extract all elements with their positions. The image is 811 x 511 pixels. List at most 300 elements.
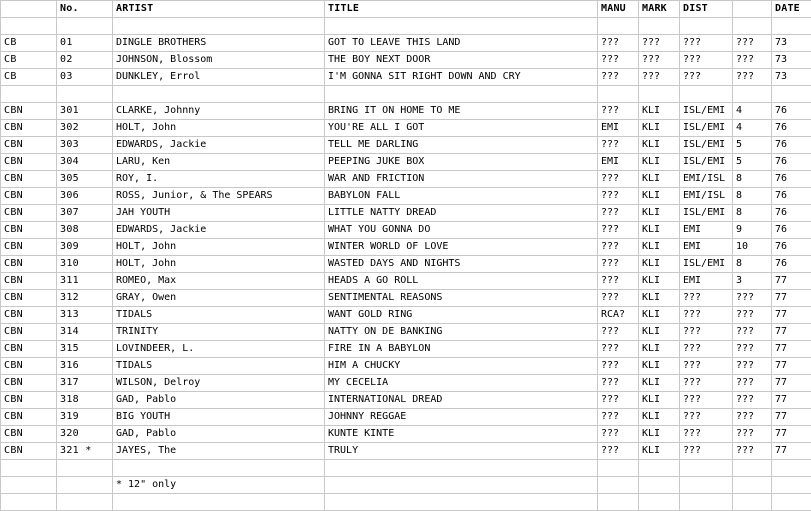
cell-title[interactable]: JOHNNY REGGAE <box>325 409 598 426</box>
cell-qty[interactable]: 9 <box>733 222 772 239</box>
cell-dist[interactable]: ISL/EMI <box>680 256 733 273</box>
cell-dist[interactable]: ISL/EMI <box>680 120 733 137</box>
cell-date[interactable]: 73 <box>772 52 811 69</box>
header-qty[interactable] <box>733 1 772 18</box>
header-artist[interactable]: ARTIST <box>113 1 325 18</box>
cell-label[interactable]: CBN <box>1 154 57 171</box>
cell-qty[interactable]: 8 <box>733 256 772 273</box>
cell-qty[interactable]: ??? <box>733 341 772 358</box>
cell-manu[interactable]: ??? <box>598 375 639 392</box>
cell-date[interactable]: 77 <box>772 409 811 426</box>
cell-manu[interactable]: ??? <box>598 222 639 239</box>
table-row <box>1 103 811 120</box>
cell-artist[interactable]: EDWARDS, Jackie <box>113 137 325 154</box>
cell-no[interactable]: 304 <box>57 154 113 171</box>
cell-title[interactable]: LITTLE NATTY DREAD <box>325 205 598 222</box>
cell-mark[interactable]: KLI <box>639 426 680 443</box>
cell-label[interactable]: CBN <box>1 273 57 290</box>
cell-artist[interactable] <box>113 494 325 511</box>
cell-no[interactable] <box>57 477 113 494</box>
cell-manu[interactable]: ??? <box>598 392 639 409</box>
cell-title[interactable]: GOT TO LEAVE THIS LAND <box>325 35 598 52</box>
cell-mark[interactable]: KLI <box>639 205 680 222</box>
cell-manu[interactable]: ??? <box>598 426 639 443</box>
cell-mark[interactable]: KLI <box>639 443 680 460</box>
header-dist[interactable]: DIST <box>680 1 733 18</box>
table-row <box>1 494 811 511</box>
table-row <box>1 52 811 69</box>
table-row <box>1 205 811 222</box>
cell-dist[interactable]: ??? <box>680 409 733 426</box>
table-row <box>1 171 811 188</box>
cell-title[interactable]: WAR AND FRICTION <box>325 171 598 188</box>
cell-mark[interactable]: KLI <box>639 324 680 341</box>
cell-artist[interactable]: TIDALS <box>113 358 325 375</box>
cell-label[interactable]: CB <box>1 69 57 86</box>
cell-title[interactable] <box>325 86 598 103</box>
cell-qty[interactable]: 10 <box>733 239 772 256</box>
cell-dist[interactable]: EMI <box>680 273 733 290</box>
cell-no[interactable]: 02 <box>57 52 113 69</box>
table-row <box>1 307 811 324</box>
cell-mark[interactable]: KLI <box>639 171 680 188</box>
table-row <box>1 375 811 392</box>
cell-label[interactable]: CBN <box>1 409 57 426</box>
table-row <box>1 86 811 103</box>
cell-artist[interactable]: HOLT, John <box>113 256 325 273</box>
cell-date[interactable]: 77 <box>772 392 811 409</box>
header-mark[interactable]: MARK <box>639 1 680 18</box>
cell-label[interactable]: CBN <box>1 239 57 256</box>
cell-artist[interactable]: * 12" only <box>113 477 325 494</box>
cell-no[interactable] <box>57 494 113 511</box>
cell-dist[interactable]: EMI <box>680 239 733 256</box>
cell-label[interactable]: CBN <box>1 137 57 154</box>
cell-mark[interactable]: ??? <box>639 52 680 69</box>
cell-no[interactable]: 310 <box>57 256 113 273</box>
cell-artist[interactable] <box>113 18 325 35</box>
cell-label[interactable]: CB <box>1 52 57 69</box>
cell-qty[interactable]: 4 <box>733 120 772 137</box>
table-body <box>1 18 811 511</box>
cell-no[interactable]: 305 <box>57 171 113 188</box>
cell-label[interactable] <box>1 460 57 477</box>
cell-artist[interactable]: CLARKE, Johnny <box>113 103 325 120</box>
cell-date[interactable]: 76 <box>772 154 811 171</box>
cell-no[interactable] <box>57 460 113 477</box>
cell-label[interactable]: CBN <box>1 341 57 358</box>
cell-no[interactable]: 314 <box>57 324 113 341</box>
cell-artist[interactable]: HOLT, John <box>113 239 325 256</box>
cell-date[interactable]: 77 <box>772 426 811 443</box>
cell-label[interactable] <box>1 18 57 35</box>
cell-mark[interactable]: KLI <box>639 188 680 205</box>
table-row <box>1 256 811 273</box>
cell-manu[interactable]: ??? <box>598 103 639 120</box>
cell-manu[interactable]: EMI <box>598 120 639 137</box>
cell-no[interactable]: 306 <box>57 188 113 205</box>
cell-dist[interactable]: ??? <box>680 52 733 69</box>
cell-manu[interactable] <box>598 477 639 494</box>
cell-title[interactable]: NATTY ON DE BANKING <box>325 324 598 341</box>
cell-label[interactable]: CBN <box>1 324 57 341</box>
cell-label[interactable] <box>1 86 57 103</box>
cell-artist[interactable]: GAD, Pablo <box>113 392 325 409</box>
cell-artist[interactable]: HOLT, John <box>113 120 325 137</box>
cell-no[interactable]: 303 <box>57 137 113 154</box>
table-row <box>1 341 811 358</box>
header-label[interactable] <box>1 1 57 18</box>
cell-no[interactable]: 320 <box>57 426 113 443</box>
cell-manu[interactable]: ??? <box>598 358 639 375</box>
cell-dist[interactable]: ISL/EMI <box>680 137 733 154</box>
cell-no[interactable]: 319 <box>57 409 113 426</box>
cell-mark[interactable] <box>639 18 680 35</box>
cell-manu[interactable]: ??? <box>598 290 639 307</box>
table-row <box>1 290 811 307</box>
cell-dist[interactable]: ??? <box>680 375 733 392</box>
cell-title[interactable]: BABYLON FALL <box>325 188 598 205</box>
cell-title[interactable]: PEEPING JUKE BOX <box>325 154 598 171</box>
cell-mark[interactable]: KLI <box>639 120 680 137</box>
cell-dist[interactable]: ??? <box>680 341 733 358</box>
cell-dist[interactable] <box>680 477 733 494</box>
cell-label[interactable]: CBN <box>1 171 57 188</box>
cell-no[interactable]: 302 <box>57 120 113 137</box>
cell-date[interactable]: 77 <box>772 341 811 358</box>
cell-mark[interactable]: KLI <box>639 358 680 375</box>
cell-artist[interactable]: EDWARDS, Jackie <box>113 222 325 239</box>
table-row <box>1 239 811 256</box>
cell-mark[interactable] <box>639 477 680 494</box>
cell-title[interactable]: INTERNATIONAL DREAD <box>325 392 598 409</box>
cell-no[interactable]: 317 <box>57 375 113 392</box>
table-row <box>1 154 811 171</box>
cell-qty[interactable]: ??? <box>733 375 772 392</box>
cell-manu[interactable]: ??? <box>598 205 639 222</box>
cell-title[interactable]: MY CECELIA <box>325 375 598 392</box>
cell-date[interactable]: 76 <box>772 239 811 256</box>
cell-date[interactable]: 76 <box>772 188 811 205</box>
cell-title[interactable]: THE BOY NEXT DOOR <box>325 52 598 69</box>
cell-artist[interactable]: TRINITY <box>113 324 325 341</box>
cell-no[interactable]: 321 * <box>57 443 113 460</box>
cell-dist[interactable]: ??? <box>680 35 733 52</box>
cell-label[interactable]: CB <box>1 35 57 52</box>
cell-qty[interactable]: ??? <box>733 69 772 86</box>
cell-qty[interactable]: ??? <box>733 426 772 443</box>
cell-no[interactable] <box>57 18 113 35</box>
cell-date[interactable]: 77 <box>772 443 811 460</box>
cell-mark[interactable]: KLI <box>639 375 680 392</box>
cell-label[interactable]: CBN <box>1 103 57 120</box>
cell-label[interactable]: CBN <box>1 426 57 443</box>
cell-label[interactable] <box>1 477 57 494</box>
cell-mark[interactable] <box>639 86 680 103</box>
cell-no[interactable]: 313 <box>57 307 113 324</box>
cell-artist[interactable] <box>113 460 325 477</box>
cell-mark[interactable] <box>639 460 680 477</box>
cell-artist[interactable]: LOVINDEER, L. <box>113 341 325 358</box>
cell-no[interactable] <box>57 86 113 103</box>
cell-artist[interactable]: JOHNSON, Blossom <box>113 52 325 69</box>
cell-dist[interactable]: EMI <box>680 222 733 239</box>
cell-date[interactable]: 77 <box>772 358 811 375</box>
cell-dist[interactable]: ??? <box>680 392 733 409</box>
cell-date[interactable]: 77 <box>772 290 811 307</box>
cell-date[interactable] <box>772 494 811 511</box>
table-row <box>1 69 811 86</box>
cell-title[interactable]: WASTED DAYS AND NIGHTS <box>325 256 598 273</box>
table-row <box>1 426 811 443</box>
cell-qty[interactable]: ??? <box>733 290 772 307</box>
header-no[interactable]: No. <box>57 1 113 18</box>
cell-title[interactable]: WHAT YOU GONNA DO <box>325 222 598 239</box>
cell-label[interactable]: CBN <box>1 358 57 375</box>
cell-label[interactable]: CBN <box>1 120 57 137</box>
cell-artist[interactable]: GRAY, Owen <box>113 290 325 307</box>
cell-mark[interactable]: ??? <box>639 35 680 52</box>
cell-manu[interactable]: EMI <box>598 154 639 171</box>
cell-manu[interactable]: ??? <box>598 256 639 273</box>
cell-date[interactable]: 73 <box>772 35 811 52</box>
cell-mark[interactable] <box>639 494 680 511</box>
cell-dist[interactable] <box>680 86 733 103</box>
table-row <box>1 392 811 409</box>
header-manu[interactable]: MANU <box>598 1 639 18</box>
cell-label[interactable]: CBN <box>1 290 57 307</box>
cell-date[interactable] <box>772 18 811 35</box>
cell-manu[interactable]: ??? <box>598 52 639 69</box>
cell-label[interactable] <box>1 494 57 511</box>
cell-label[interactable]: CBN <box>1 188 57 205</box>
cell-artist[interactable]: ROY, I. <box>113 171 325 188</box>
cell-artist[interactable]: LARU, Ken <box>113 154 325 171</box>
cell-date[interactable]: 76 <box>772 103 811 120</box>
cell-mark[interactable]: KLI <box>639 273 680 290</box>
cell-manu[interactable] <box>598 86 639 103</box>
cell-date[interactable]: 76 <box>772 120 811 137</box>
cell-dist[interactable]: ??? <box>680 426 733 443</box>
cell-manu[interactable]: ??? <box>598 239 639 256</box>
cell-dist[interactable] <box>680 460 733 477</box>
cell-no[interactable]: 307 <box>57 205 113 222</box>
table-row <box>1 477 811 494</box>
table-row <box>1 460 811 477</box>
cell-qty[interactable]: 8 <box>733 188 772 205</box>
cell-mark[interactable]: KLI <box>639 239 680 256</box>
cell-title[interactable]: TRULY <box>325 443 598 460</box>
cell-label[interactable]: CBN <box>1 222 57 239</box>
cell-manu[interactable] <box>598 460 639 477</box>
cell-qty[interactable]: ??? <box>733 392 772 409</box>
cell-artist[interactable]: DINGLE BROTHERS <box>113 35 325 52</box>
cell-no[interactable]: 309 <box>57 239 113 256</box>
table-row <box>1 137 811 154</box>
cell-title[interactable] <box>325 477 598 494</box>
cell-qty[interactable]: ??? <box>733 358 772 375</box>
cell-label[interactable]: CBN <box>1 307 57 324</box>
cell-no[interactable]: 315 <box>57 341 113 358</box>
cell-title[interactable]: I'M GONNA SIT RIGHT DOWN AND CRY <box>325 69 598 86</box>
cell-title[interactable]: KUNTE KINTE <box>325 426 598 443</box>
cell-title[interactable] <box>325 460 598 477</box>
cell-date[interactable]: 77 <box>772 324 811 341</box>
cell-qty[interactable] <box>733 477 772 494</box>
cell-dist[interactable]: ??? <box>680 324 733 341</box>
cell-title[interactable]: HEADS A GO ROLL <box>325 273 598 290</box>
table-row <box>1 18 811 35</box>
cell-artist[interactable]: WILSON, Delroy <box>113 375 325 392</box>
table-row <box>1 273 811 290</box>
cell-manu[interactable]: ??? <box>598 35 639 52</box>
cell-mark[interactable]: KLI <box>639 137 680 154</box>
cell-no[interactable]: 308 <box>57 222 113 239</box>
cell-artist[interactable]: TIDALS <box>113 307 325 324</box>
cell-no[interactable]: 316 <box>57 358 113 375</box>
cell-dist[interactable]: ??? <box>680 307 733 324</box>
cell-date[interactable]: 77 <box>772 307 811 324</box>
cell-qty[interactable]: 3 <box>733 273 772 290</box>
cell-artist[interactable]: DUNKLEY, Errol <box>113 69 325 86</box>
cell-mark[interactable]: KLI <box>639 307 680 324</box>
cell-qty[interactable]: ??? <box>733 35 772 52</box>
cell-mark[interactable]: KLI <box>639 256 680 273</box>
cell-date[interactable]: 76 <box>772 222 811 239</box>
cell-manu[interactable]: ??? <box>598 341 639 358</box>
cell-title[interactable] <box>325 18 598 35</box>
cell-mark[interactable]: KLI <box>639 222 680 239</box>
cell-label[interactable]: CBN <box>1 205 57 222</box>
cell-qty[interactable]: 4 <box>733 103 772 120</box>
cell-qty[interactable]: ??? <box>733 307 772 324</box>
cell-dist[interactable]: ??? <box>680 69 733 86</box>
cell-artist[interactable]: GAD, Pablo <box>113 426 325 443</box>
cell-qty[interactable]: ??? <box>733 409 772 426</box>
cell-no[interactable]: 318 <box>57 392 113 409</box>
cell-qty[interactable]: ??? <box>733 52 772 69</box>
cell-title[interactable]: TELL ME DARLING <box>325 137 598 154</box>
cell-mark[interactable]: ??? <box>639 69 680 86</box>
cell-title[interactable] <box>325 494 598 511</box>
header-date[interactable]: DATE <box>772 1 811 18</box>
cell-manu[interactable]: ??? <box>598 137 639 154</box>
cell-date[interactable]: 73 <box>772 69 811 86</box>
cell-date[interactable] <box>772 86 811 103</box>
table-row <box>1 35 811 52</box>
cell-dist[interactable] <box>680 18 733 35</box>
cell-manu[interactable]: RCA? <box>598 307 639 324</box>
cell-no[interactable]: 03 <box>57 69 113 86</box>
cell-qty[interactable]: 8 <box>733 171 772 188</box>
cell-qty[interactable] <box>733 18 772 35</box>
cell-date[interactable]: 77 <box>772 375 811 392</box>
cell-manu[interactable] <box>598 18 639 35</box>
table-row <box>1 120 811 137</box>
cell-dist[interactable]: ISL/EMI <box>680 154 733 171</box>
cell-label[interactable]: CBN <box>1 375 57 392</box>
cell-artist[interactable]: ROMEO, Max <box>113 273 325 290</box>
cell-manu[interactable] <box>598 494 639 511</box>
cell-manu[interactable]: ??? <box>598 69 639 86</box>
cell-qty[interactable]: 5 <box>733 154 772 171</box>
cell-artist[interactable]: JAYES, The <box>113 443 325 460</box>
cell-qty[interactable]: 5 <box>733 137 772 154</box>
cell-artist[interactable] <box>113 86 325 103</box>
table-row <box>1 443 811 460</box>
header-title[interactable]: TITLE <box>325 1 598 18</box>
cell-no[interactable]: 01 <box>57 35 113 52</box>
cell-no[interactable]: 311 <box>57 273 113 290</box>
cell-mark[interactable]: KLI <box>639 103 680 120</box>
table-row <box>1 222 811 239</box>
cell-date[interactable] <box>772 460 811 477</box>
cell-dist[interactable]: EMI/ISL <box>680 171 733 188</box>
table-row <box>1 324 811 341</box>
cell-qty[interactable]: ??? <box>733 324 772 341</box>
cell-mark[interactable]: KLI <box>639 392 680 409</box>
cell-dist[interactable]: ??? <box>680 443 733 460</box>
cell-qty[interactable] <box>733 494 772 511</box>
cell-label[interactable]: CBN <box>1 443 57 460</box>
cell-label[interactable]: CBN <box>1 256 57 273</box>
cell-dist[interactable] <box>680 494 733 511</box>
cell-no[interactable]: 301 <box>57 103 113 120</box>
cell-qty[interactable]: ??? <box>733 443 772 460</box>
cell-manu[interactable]: ??? <box>598 188 639 205</box>
cell-title[interactable]: WANT GOLD RING <box>325 307 598 324</box>
cell-mark[interactable]: KLI <box>639 154 680 171</box>
cell-artist[interactable]: BIG YOUTH <box>113 409 325 426</box>
cell-artist[interactable]: JAH YOUTH <box>113 205 325 222</box>
cell-title[interactable]: WINTER WORLD OF LOVE <box>325 239 598 256</box>
table-row <box>1 188 811 205</box>
cell-manu[interactable]: ??? <box>598 443 639 460</box>
cell-date[interactable]: 76 <box>772 171 811 188</box>
cell-title[interactable]: HIM A CHUCKY <box>325 358 598 375</box>
cell-date[interactable]: 76 <box>772 256 811 273</box>
cell-mark[interactable]: KLI <box>639 341 680 358</box>
cell-mark[interactable]: KLI <box>639 409 680 426</box>
cell-date[interactable]: 76 <box>772 137 811 154</box>
cell-dist[interactable]: ISL/EMI <box>680 205 733 222</box>
cell-label[interactable]: CBN <box>1 392 57 409</box>
cell-mark[interactable]: KLI <box>639 290 680 307</box>
cell-manu[interactable]: ??? <box>598 324 639 341</box>
header-row <box>1 1 811 18</box>
cell-dist[interactable]: ??? <box>680 290 733 307</box>
cell-dist[interactable]: ??? <box>680 358 733 375</box>
cell-dist[interactable]: ISL/EMI <box>680 103 733 120</box>
cell-artist[interactable]: ROSS, Junior, & The SPEARS <box>113 188 325 205</box>
cell-qty[interactable] <box>733 460 772 477</box>
cell-qty[interactable]: 8 <box>733 205 772 222</box>
cell-title[interactable]: SENTIMENTAL REASONS <box>325 290 598 307</box>
cell-date[interactable]: 76 <box>772 205 811 222</box>
cell-dist[interactable]: EMI/ISL <box>680 188 733 205</box>
cell-title[interactable]: FIRE IN A BABYLON <box>325 341 598 358</box>
cell-qty[interactable] <box>733 86 772 103</box>
cell-title[interactable]: YOU'RE ALL I GOT <box>325 120 598 137</box>
cell-title[interactable]: BRING IT ON HOME TO ME <box>325 103 598 120</box>
cell-no[interactable]: 312 <box>57 290 113 307</box>
cell-manu[interactable]: ??? <box>598 171 639 188</box>
cell-date[interactable] <box>772 477 811 494</box>
table-row <box>1 358 811 375</box>
cell-manu[interactable]: ??? <box>598 273 639 290</box>
cell-manu[interactable]: ??? <box>598 409 639 426</box>
cell-date[interactable]: 77 <box>772 273 811 290</box>
